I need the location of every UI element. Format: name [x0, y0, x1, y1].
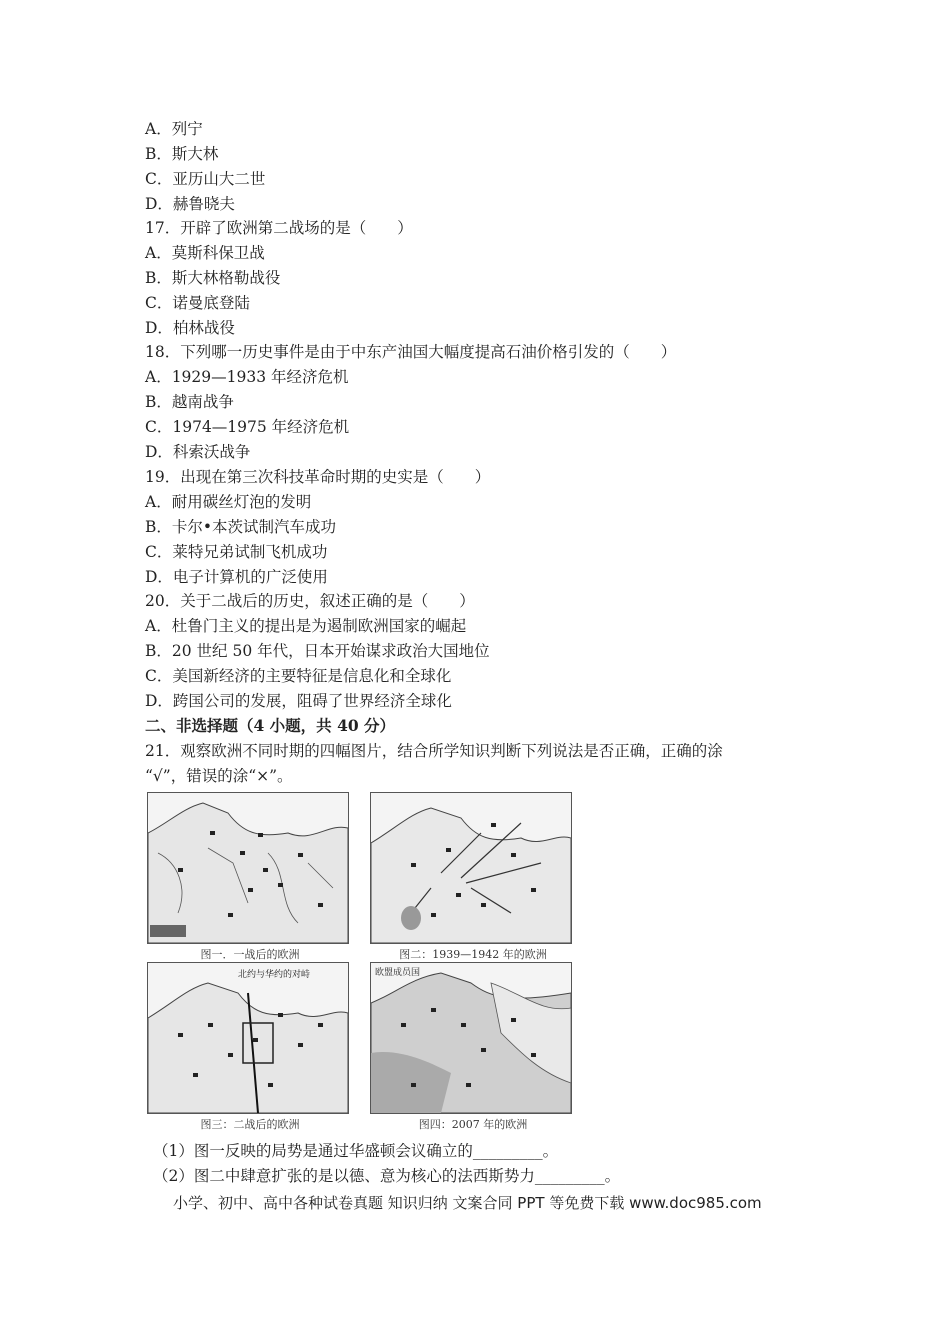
map-three-label: 北约与华约的对峙 — [238, 970, 311, 980]
q20-option-b: B．20 世纪 50 年代，日本开始谋求政治大国地位 — [145, 642, 490, 660]
map-one-caption: 图一．一战后的欧洲 — [200, 948, 300, 961]
q20-option-c: C．美国新经济的主要特征是信息化和全球化 — [145, 667, 452, 685]
q19-option-b: B．卡尔•本茨试制汽车成功 — [145, 518, 337, 536]
map-one-drawing — [148, 793, 348, 943]
q21-sub1: （1）图一反映的局势是通过华盛顿会议确立的_________。 — [153, 1142, 559, 1160]
q18-option-b: B．越南战争 — [145, 393, 234, 411]
map-two-drawing — [371, 793, 571, 943]
map-four-drawing — [371, 963, 571, 1113]
q17-option-a: A．莫斯科保卫战 — [145, 244, 265, 262]
q16-option-b: B．斯大林 — [145, 145, 219, 163]
q21-stem-line2: “√”，错误的涂“×”。 — [145, 767, 293, 785]
q18-option-c: C．1974—1975 年经济危机 — [145, 418, 350, 436]
q17-option-d: D．柏林战役 — [145, 319, 235, 337]
map-four-2007-europe — [370, 962, 572, 1114]
q19-option-d: D．电子计算机的广泛使用 — [145, 568, 328, 586]
q18-option-a: A．1929—1933 年经济危机 — [145, 368, 349, 386]
q18-stem: 18．下列哪一历史事件是由于中东产油国大幅度提高石油价格引发的（ ） — [145, 343, 677, 361]
q17-option-c: C．诺曼底登陆 — [145, 294, 250, 312]
q19-option-c: C．莱特兄弟试制飞机成功 — [145, 543, 328, 561]
q21-sub2: （2）图二中肆意扩张的是以德、意为核心的法西斯势力_________。 — [153, 1167, 621, 1185]
map-two-caption: 图二：1939—1942 年的欧洲 — [399, 948, 547, 961]
map-three-drawing — [148, 963, 348, 1113]
page-footer: 小学、初中、高中各种试卷真题 知识归纳 文案合同 PPT 等免费下载 www.doc985.com — [173, 1194, 762, 1212]
map-four-label: 欧盟成员国 — [375, 965, 420, 978]
map-three-postwar-europe — [147, 962, 349, 1114]
q19-stem: 19．出现在第三次科技革命时期的史实是（ ） — [145, 468, 491, 486]
q21-stem-line1: 21．观察欧洲不同时期的四幅图片，结合所学知识判断下列说法是否正确，正确的涂 — [145, 742, 723, 760]
q20-option-d: D．跨国公司的发展，阻碍了世界经济全球化 — [145, 692, 452, 710]
map-two-1939-1942-europe — [370, 792, 572, 944]
map-three-caption: 图三：二战后的欧洲 — [200, 1118, 300, 1131]
q17-option-b: B．斯大林格勒战役 — [145, 269, 281, 287]
q16-option-a: A．列宁 — [145, 120, 203, 138]
q16-option-c: C．亚历山大二世 — [145, 170, 266, 188]
section-title: 二、非选择题（4 小题，共 40 分） — [145, 716, 396, 735]
q20-stem: 20．关于二战后的历史，叙述正确的是（ ） — [145, 592, 475, 610]
europe-maps-figure — [145, 790, 585, 1131]
map-one-postwar-europe — [147, 792, 349, 944]
q19-option-a: A．耐用碳丝灯泡的发明 — [145, 493, 312, 511]
q20-option-a: A．杜鲁门主义的提出是为遏制欧洲国家的崛起 — [145, 617, 467, 635]
map-four-caption: 图四：2007 年的欧洲 — [418, 1118, 528, 1131]
q17-stem: 17．开辟了欧洲第二战场的是（ ） — [145, 219, 413, 237]
q16-option-d: D．赫鲁晓夫 — [145, 195, 235, 213]
q18-option-d: D．科索沃战争 — [145, 443, 251, 461]
